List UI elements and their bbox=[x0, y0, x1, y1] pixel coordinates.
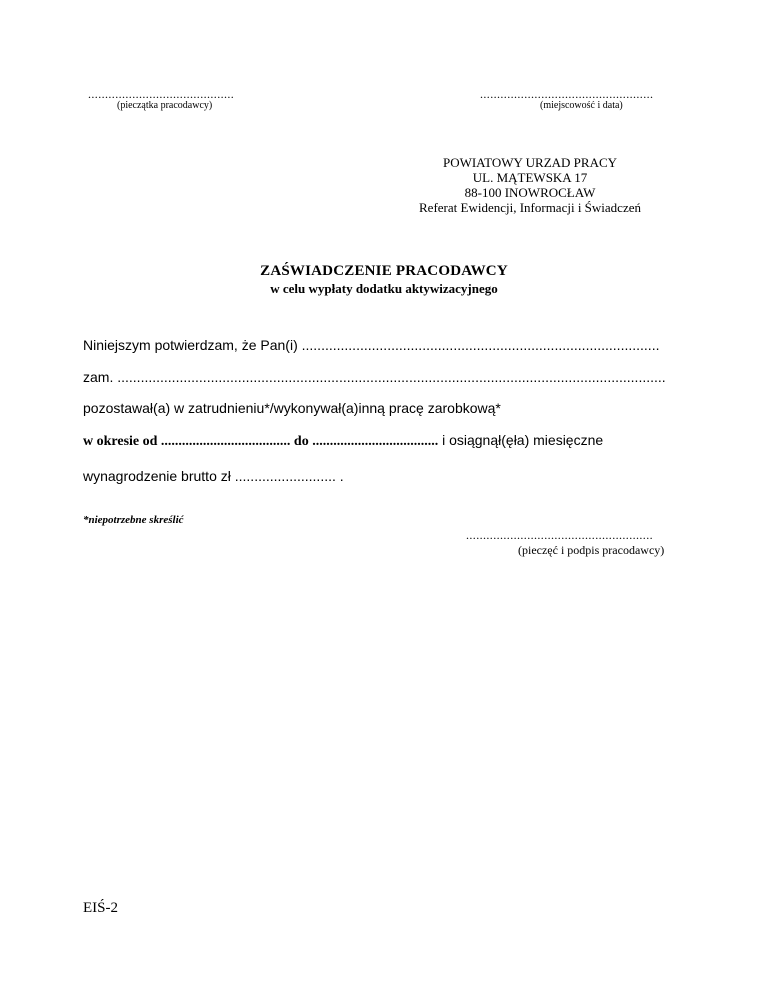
employer-stamp-dots: ........................................... bbox=[88, 87, 235, 101]
address-line-office: POWIATOWY URZAD PRACY bbox=[442, 155, 618, 170]
employer-stamp-caption: (pieczątka pracodawcy) bbox=[117, 100, 213, 111]
body-line-name: Niniejszym potwierdzam, że Pan(i) ............................................................................................ bbox=[83, 337, 660, 353]
signature-dots: ....................................................... bbox=[466, 528, 653, 542]
place-date-dots: ................................................... bbox=[480, 87, 654, 101]
period-fields: w okresie od ..................................... do .................................... bbox=[83, 434, 439, 449]
address-line-department: Referat Ewidencji, Informacji i Świadczeń bbox=[419, 200, 641, 215]
signature-caption: (pieczęć i podpis pracodawcy) bbox=[518, 543, 665, 557]
body-line-salary: wynagrodzenie brutto zł .......................... . bbox=[83, 468, 344, 484]
address-line-city: 88-100 INOWROCŁAW bbox=[464, 185, 596, 200]
document-title: ZAŚWIADCZENIE PRACODAWCY bbox=[260, 263, 508, 279]
place-date-caption: (miejscowość i data) bbox=[540, 100, 623, 111]
body-line-address: zam. ............................................................................................................................................. bbox=[83, 369, 666, 385]
footnote: *niepotrzebne skreślić bbox=[83, 514, 184, 526]
document-subtitle: w celu wypłaty dodatku aktywizacyjnego bbox=[270, 281, 498, 296]
period-rest: i osiągnął(ęła) miesięczne bbox=[438, 432, 604, 448]
address-line-street: UL. MĄTEWSKA 17 bbox=[472, 170, 588, 185]
form-code: EIŚ-2 bbox=[83, 900, 118, 916]
body-line-employment: pozostawał(a) w zatrudnieniu*/wykonywał(a)inną pracę zarobkową* bbox=[83, 400, 501, 416]
office-address bbox=[380, 155, 680, 215]
body-line-period bbox=[83, 432, 681, 450]
